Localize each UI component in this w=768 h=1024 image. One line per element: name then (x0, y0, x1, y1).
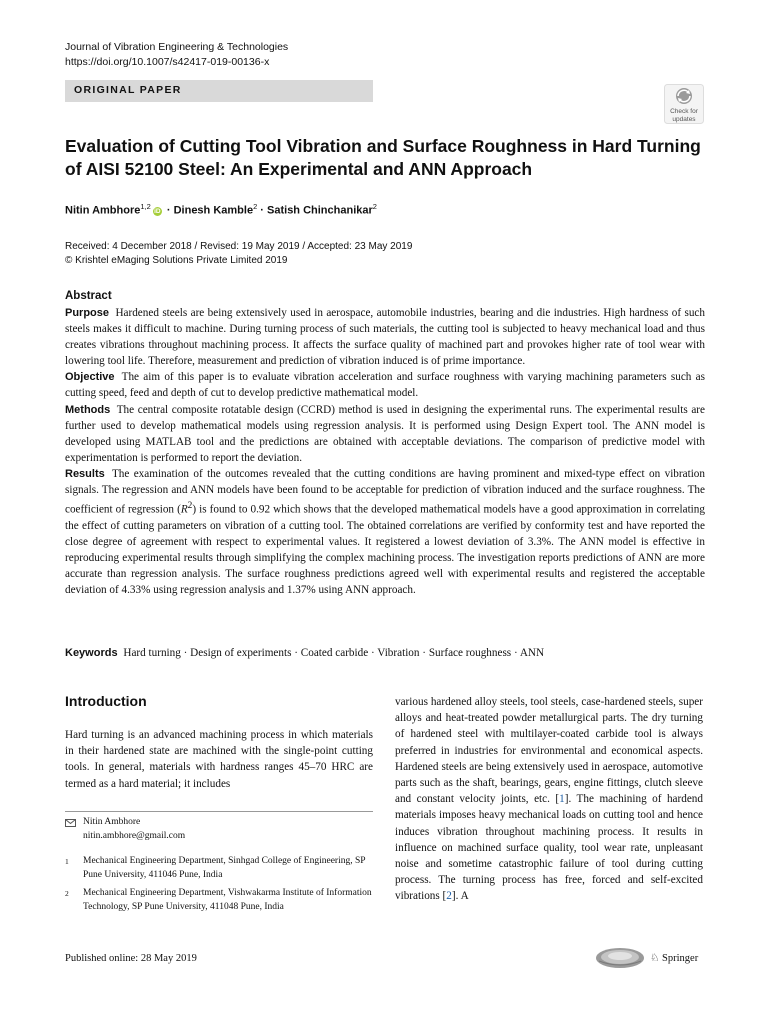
doi-link[interactable]: https://doi.org/10.1007/s42417-019-00136-x (65, 56, 270, 68)
footnote-divider (65, 811, 373, 812)
contact-name: Nitin Ambhore (83, 817, 141, 827)
envelope-icon (65, 819, 76, 827)
methods-text: The central composite rotatable design (CCRD) method is used in designing the experimental runs. The experimental results are further used to develop mathematical models using regression analysis. It is performed using Design Expert tool. The ANN model is developed using MATLAB tool and the predictions are obtained with acceptable deviations. The comparison of predictive model with experimentation is performed to report the deviation. (65, 403, 705, 464)
abstract-heading: Abstract (65, 290, 112, 302)
contact-email[interactable]: nitin.ambhore@gmail.com (83, 830, 186, 841)
journal-header (65, 40, 288, 70)
methods-label: Methods (65, 403, 111, 416)
results-text-cont: ) is found to 0.92 which shows that the developed mathematical models have a good approximation in correlating the effect of cutting parameters on vibration of a cutting tool. The obtained correlations are verified by conformity test and have reported the close degree of agreement with respect to experimental values. It registered a lowest deviation of 3.3%. The ANN model is effective in reproducing experimental results through simplifying the complex machining process. The investigation reports predictions of ANN are more accurate than regression analysis. The surface roughness predictions agreed well with experimental results and registered the acceptable deviation of 4.33% using regression analysis and 1.37% using ANN approach. (65, 503, 705, 597)
check-for-updates-label (660, 108, 708, 123)
article-history (65, 240, 412, 268)
affiliation-text: Mechanical Engineering Department, Vishwakarma Institute of Information Technology, SP Pune University, 411048 Pune, India (83, 888, 372, 912)
published-date: Published online: 28 May 2019 (65, 953, 197, 964)
check-label-line1: Check for (670, 108, 698, 115)
footnote-affiliation-2 (65, 887, 373, 914)
author-name[interactable]: Satish Chinchanikar (267, 204, 373, 217)
footnote-contact (65, 816, 373, 843)
author-name[interactable]: Nitin Ambhore (65, 204, 141, 217)
springer-horse-icon: ♘ (650, 953, 660, 964)
intro-text-cont: ]. The machining of hardend materials imposes heavy mechanical loads on cutting tool and hence induces vibration throughout machining process. It results in influence on machined surface quality, tool wear rate, unpleasant noise and sometime catastrophic failure of tool during cutting process. The turning process has free, forced and self-excited vibrations [ (395, 793, 703, 903)
abstract-results (65, 466, 705, 598)
received-dates: Received: 4 December 2018 / Revised: 19 May 2019 / Accepted: 23 May 2019 (65, 241, 413, 252)
author-affiliation: 2 (372, 202, 377, 211)
publisher-name: Springer (662, 953, 699, 964)
purpose-label: Purpose (65, 307, 110, 319)
author-name[interactable]: Dinesh Kamble (173, 204, 254, 217)
citation-link[interactable]: 2 (446, 890, 452, 903)
abstract-purpose (65, 305, 705, 369)
intro-text: various hardened alloy steels, tool steels, case-hardened steels, super alloys and heat-treated powder metallurgical parts. The dry turning of hardened steel with multilayer-coated carbide tool is always preferred in industries for environmental and economical aspects. Hardened steels are being extensively used in aerospace, automotive parts such as the shaft, bearings, gears, engine fittings, clutch sleeve and constant velocity joints, etc. [ (395, 696, 703, 806)
results-text: The examination of the outcomes revealed that the cutting conditions are having prominent and mixed-type effect on vibration signals. The regression and ANN models have been found to be acceptable for prediction of vibration induced and the surface roughness. The coefficient of regression ( (65, 467, 705, 516)
author-list: Nitin Ambhore$^{1,2}$iD · Dinesh Kamble$^2$ · Satish Chinchanikar$^2$ (65, 202, 377, 217)
abstract-methods (65, 402, 705, 466)
abstract-objective (65, 369, 705, 401)
keywords-text: Hard turning · Design of experiments · Coated carbide · Vibration · Surface roughness · ANN (123, 647, 545, 659)
introduction-right-column (395, 694, 703, 905)
abstract-body (65, 305, 705, 598)
publisher-logo (650, 952, 698, 964)
springer-emblem-icon (595, 947, 645, 969)
objective-label: Objective (65, 371, 115, 384)
r-exponent: 2 (187, 501, 193, 512)
intro-text-end: ]. A (451, 890, 469, 903)
footnote-affiliation-1 (65, 855, 373, 882)
affiliation-mark: 2 (65, 889, 69, 898)
keywords (65, 647, 705, 659)
section-label: ORIGINAL PAPER (74, 84, 182, 96)
author-affiliation: 1,2 (140, 202, 151, 211)
orcid-icon[interactable]: iD (154, 207, 161, 215)
introduction-heading: Introduction (65, 693, 147, 709)
results-label: Results (65, 467, 105, 480)
author-affiliation: 2 (253, 202, 258, 211)
purpose-text: Hardened steels are being extensively used in aerospace, automobile industries, bearing and die industries. High hardness of such steels makes it difficult to machine. During turning process of such materials, the cutting tool is subjected to heavy mechanical load and thus creates vibrations throughout machining process. It affects the surface quality of machined part and provokes higher rate of tool wear with lowering tool life. Therefore, measurement and prediction of vibration induced is of prime importance. (65, 307, 705, 368)
paper-title: Evaluation of Cutting Tool Vibration and Surface Roughness in Hard Turning of AISI 52100 Steel: An Experimental and ANN Approach (65, 136, 701, 179)
affiliation-text: Mechanical Engineering Department, Sinhgad College of Engineering, SP Pune University, 411046 Pune, India (83, 856, 366, 880)
objective-text: The aim of this paper is to evaluate vibration acceleration and surface roughness with varying machining parameters such as cutting speed, feed and depth of cut to develop predictive mathematical model. (65, 371, 705, 400)
section-banner (65, 80, 373, 102)
introduction-left-column: Hard turning is an advanced machining process in which materials in their hardened state are machined with the single-point cutting tools. In general, materials with hardness ranges 45–70 HRC are termed as a hard material; it includes (65, 729, 373, 790)
check-label-line2: updates (672, 115, 696, 123)
keywords-label: Keywords (65, 647, 118, 659)
copyright-line: © Krishtel eMaging Solutions Private Limited 2019 (65, 255, 288, 266)
citation-link[interactable]: 1 (559, 793, 565, 806)
affiliation-mark: 1 (65, 857, 69, 866)
r-symbol: R (180, 503, 188, 516)
journal-name: Journal of Vibration Engineering & Technologies (65, 41, 289, 53)
